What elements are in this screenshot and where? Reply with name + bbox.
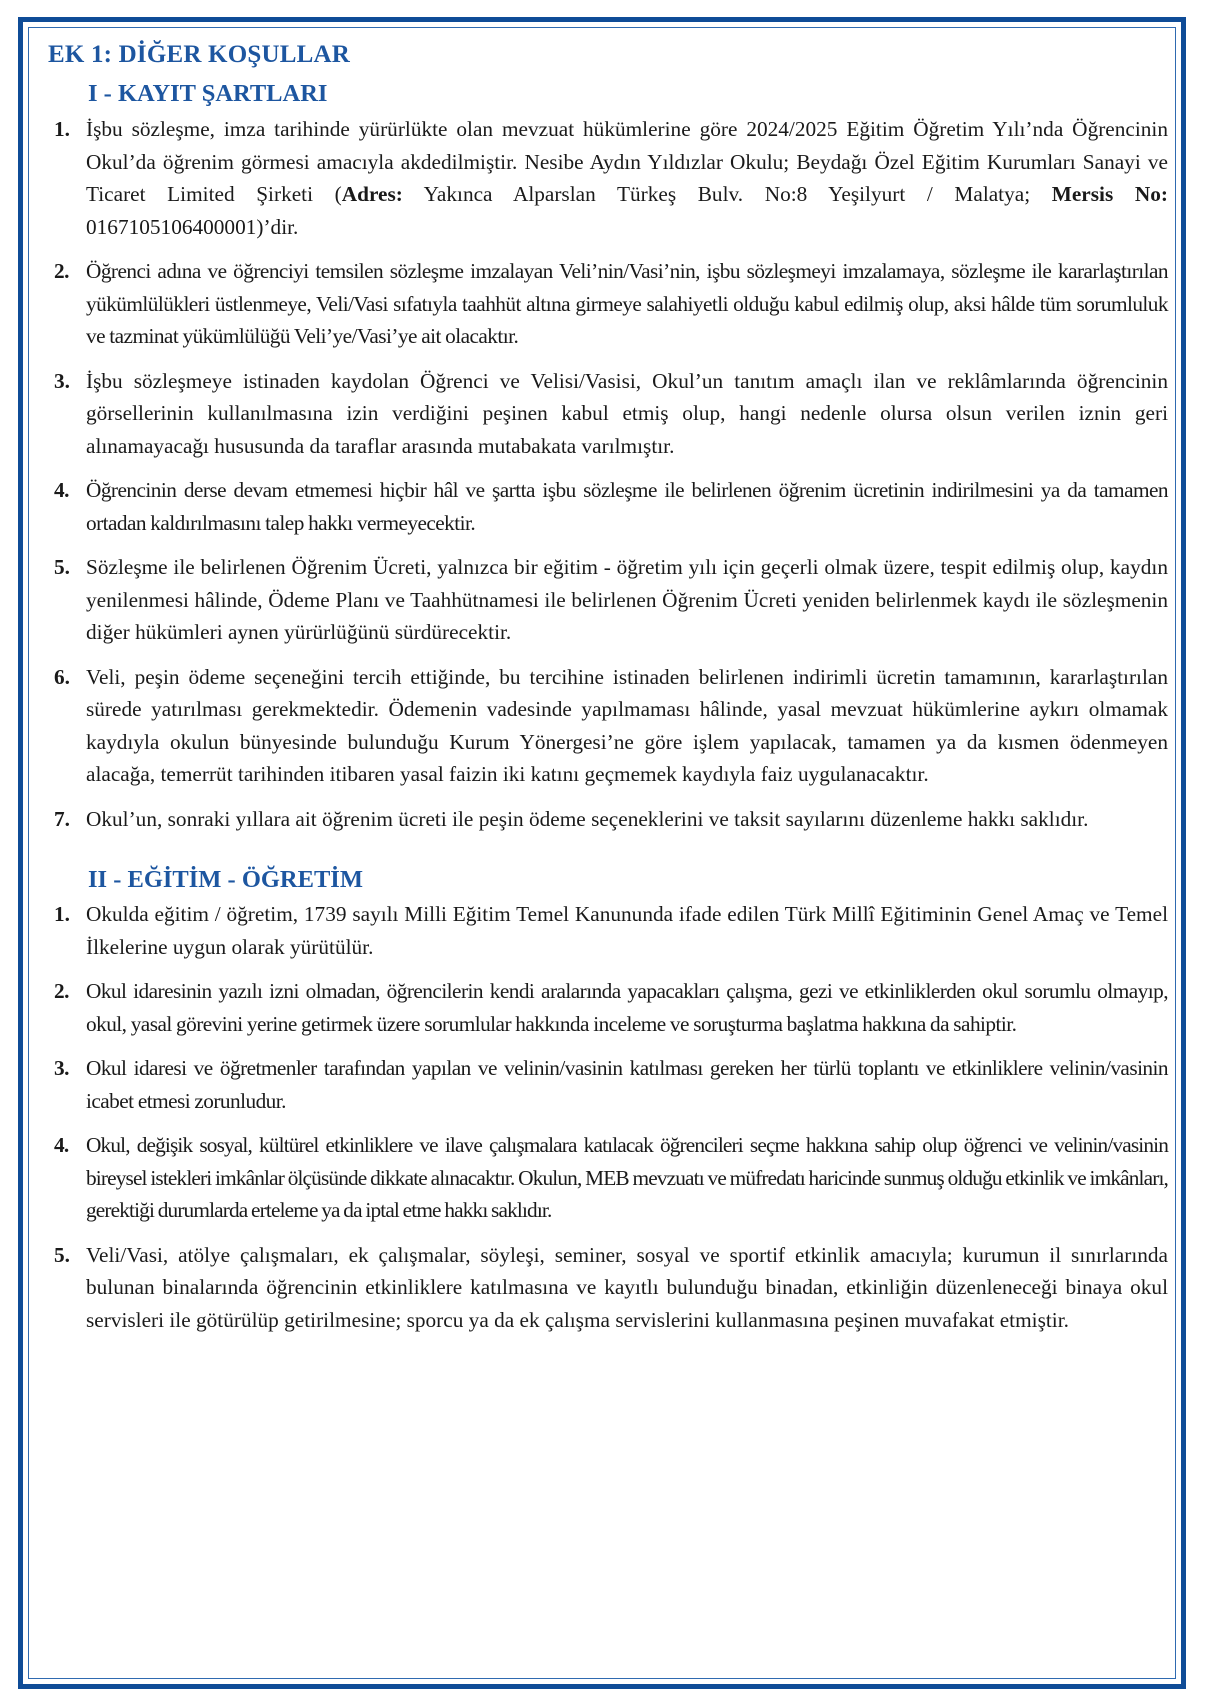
clause-number: 3 . xyxy=(54,1052,69,1085)
clause-item xyxy=(48,474,1168,539)
clause-list xyxy=(48,113,1168,835)
address-value: Yakınca Alparslan Türkeş Bulv. No:8 Yeşilyurt / Malatya; xyxy=(402,182,1052,206)
clause-item xyxy=(48,661,1168,791)
clause-text: Okul idaresinin yazılı izni olmadan, öğrencilerin kendi aralarında yapacakları çalışma, gezi ve etkinliklerden okul sorumlu olmayıp, okul, yasal görevini yerine getirmek üzere sorumlular hakkında inceleme ve soruşturma başlatma hakkına da sahiptir. xyxy=(86,979,1168,1036)
clause-text: İşbu sözleşme, imza tarihinde yürürlükte olan mevzuat hükümlerine göre 2024/2025 Eğitim Öğretim Yılı’nda Öğrencinin Okul’da öğrenim görmesi amacıyla akdedilmiştir. Nesibe Aydın Yıldızlar Okulu; Beydağı Özel Eğitim Kurumları Sanayi ve Ticaret Limited Şirketi (Adres: Yakınca Alparslan Türkeş Bulv. No:8 Yeşilyurt / Malatya; Mersis No: 0167105106400001)’dir. xyxy=(86,117,1168,239)
clause-number: 2 . xyxy=(54,975,69,1008)
clause-number: 6 . xyxy=(54,661,70,694)
clause-text: Okulda eğitim / öğretim, 1739 sayılı Milli Eğitim Temel Kanununda ifade edilen Türk Millî Eğitiminin Genel Amaç ve Temel İlkelerine uygun olarak yürütülür. xyxy=(86,902,1168,959)
section-kayit-sartlari xyxy=(48,79,1168,835)
clause-item xyxy=(48,1052,1168,1117)
clause-text: Öğrenci adına ve öğrenciyi temsilen sözleşme imzalayan Veli’nin/Vasi’nin, işbu sözleşmeyi imzalamaya, sözleşme ile kararlaştırılan yükümlülükleri üstlenmeye, Veli/Vasi sıfatıyla taahhüt altına girmeye salahiyetli olduğu kabul edilmiş olup, aksi hâlde tüm sorumluluk ve tazminat yükümlülüğü Veli’ye/Vasi’ye ait olacaktır. xyxy=(86,259,1168,348)
clause-item xyxy=(48,1129,1168,1227)
address-label: Adres: xyxy=(341,182,403,206)
section-title: II - EĞİTİM - ÖĞRETİM xyxy=(88,866,363,893)
clause-text: Okul idaresi ve öğretmenler tarafından yapılan ve velinin/vasinin katılması gereken her türlü toplantı ve etkinliklere velinin/vasinin icabet etmesi zorunludur. xyxy=(86,1056,1168,1113)
clause-number: 7 . xyxy=(54,803,70,836)
document-body xyxy=(48,40,1168,1348)
clause-text: Veli/Vasi, atölye çalışmaları, ek çalışmalar, söyleşi, seminer, sosyal ve sportif etkinlik amacıyla; kurumun il sınırlarında bulunan binalarında öğrencinin etkinliklere katılmasına ve kayıtlı bulunduğu binadan, etkinliğin düzenleneceği binaya okul servisleri ile götürülüp getirilmesine; sporcu ya da ek çalışma servislerini kullanmasına peşinen muvafakat etmiştir. xyxy=(86,1242,1168,1332)
clause-list xyxy=(48,898,1168,1336)
clause-number: 5 . xyxy=(54,1239,70,1272)
section-egitim-ogretim xyxy=(48,865,1168,1336)
clause-item xyxy=(48,551,1168,649)
clause-text: İşbu sözleşmeye istinaden kaydolan Öğrenci ve Velisi/Vasisi, Okul’un tanıtım amaçlı ilan ve reklâmlarında öğrencinin görsellerinin kullanılmasına izin verdiğini peşinen kabul etmiş olup, hangi nedenle olursa olsun verilen iznin geri alınamayacağı hususunda da taraflar arasında mutabakata varılmıştır. xyxy=(86,368,1168,458)
clause-text: Sözleşme ile belirlenen Öğrenim Ücreti, yalnızca bir eğitim - öğretim yılı için geçerli olmak üzere, tespit edilmiş olup, kaydın yenilenmesi hâlinde, Ödeme Planı ve Taahhütnamesi ile belirlenen Öğrenim Ücreti yeniden belirlenmek kaydı ile sözleşmenin diğer hükümleri aynen yürürlüğünü sürdürecektir. xyxy=(86,555,1168,644)
clause-number: 4 . xyxy=(54,474,69,507)
mersis-label: Mersis No: xyxy=(1051,182,1168,206)
section-title: I - KAYIT ŞARTLARI xyxy=(88,80,328,107)
clause-item xyxy=(48,1239,1168,1337)
clause-text: Okul, değişik sosyal, kültürel etkinliklere ve ilave çalışmalara katılacak öğrencileri seçme hakkına sahip olup öğrenci ve velinin/vasinin bireysel istekleri imkânlar ölçüsünde dikkate alınacaktır. Okulun, MEB mevzuatı ve müfredatı haricinde sunmuş olduğu etkinlik ve imkânları, gerektiği durumlarda erteleme ya da iptal etme hakkı saklıdır. xyxy=(86,1133,1168,1222)
document-title: EK 1: DİĞER KOŞULLAR xyxy=(48,41,350,68)
clause-text: Okul’un, sonraki yıllara ait öğrenim ücreti ile peşin ödeme seçeneklerini ve taksit sayılarını düzenleme hakkı saklıdır. xyxy=(86,806,1089,831)
clause-number: 1 . xyxy=(54,898,70,931)
clause-item xyxy=(48,255,1168,353)
clause-item xyxy=(48,113,1168,243)
clause-number: 1 . xyxy=(54,113,70,146)
clause-number: 2 . xyxy=(54,255,69,288)
clause-item xyxy=(48,365,1168,463)
clause-item xyxy=(48,975,1168,1040)
clause-text: Veli, peşin ödeme seçeneğini tercih ettiğinde, bu tercihine istinaden belirlenen indirimli ücretin tamamının, kararlaştırılan sürede yatırılması gerekmektedir. Ödemenin vadesinde yapılmaması hâlinde, yasal mevzuat hükümlerine aykırı olmamak kaydıyla okulun bünyesinde bulunduğu Kurum Yönergesi’ne göre işlem yapılacak, tamamen ya da kısmen ödenmeyen alacağa, temerrüt tarihinden itibaren yasal faizin iki katını geçmemek kaydıyla faiz uygulanacaktır. xyxy=(86,664,1168,786)
clause-number: 4 . xyxy=(54,1129,68,1162)
clause-number: 3 . xyxy=(54,365,70,398)
mersis-value: 0167105106400001)’dir. xyxy=(86,214,299,239)
clause-item xyxy=(48,898,1168,963)
clause-number: 5 . xyxy=(54,551,70,584)
clause-item xyxy=(48,803,1168,836)
clause-text: Öğrencinin derse devam etmemesi hiçbir hâl ve şartta işbu sözleşme ile belirlenen öğrenim ücretinin indirilmesini ya da tamamen ortadan kaldırılmasını talep hakkı vermeyecektir. xyxy=(86,478,1168,535)
